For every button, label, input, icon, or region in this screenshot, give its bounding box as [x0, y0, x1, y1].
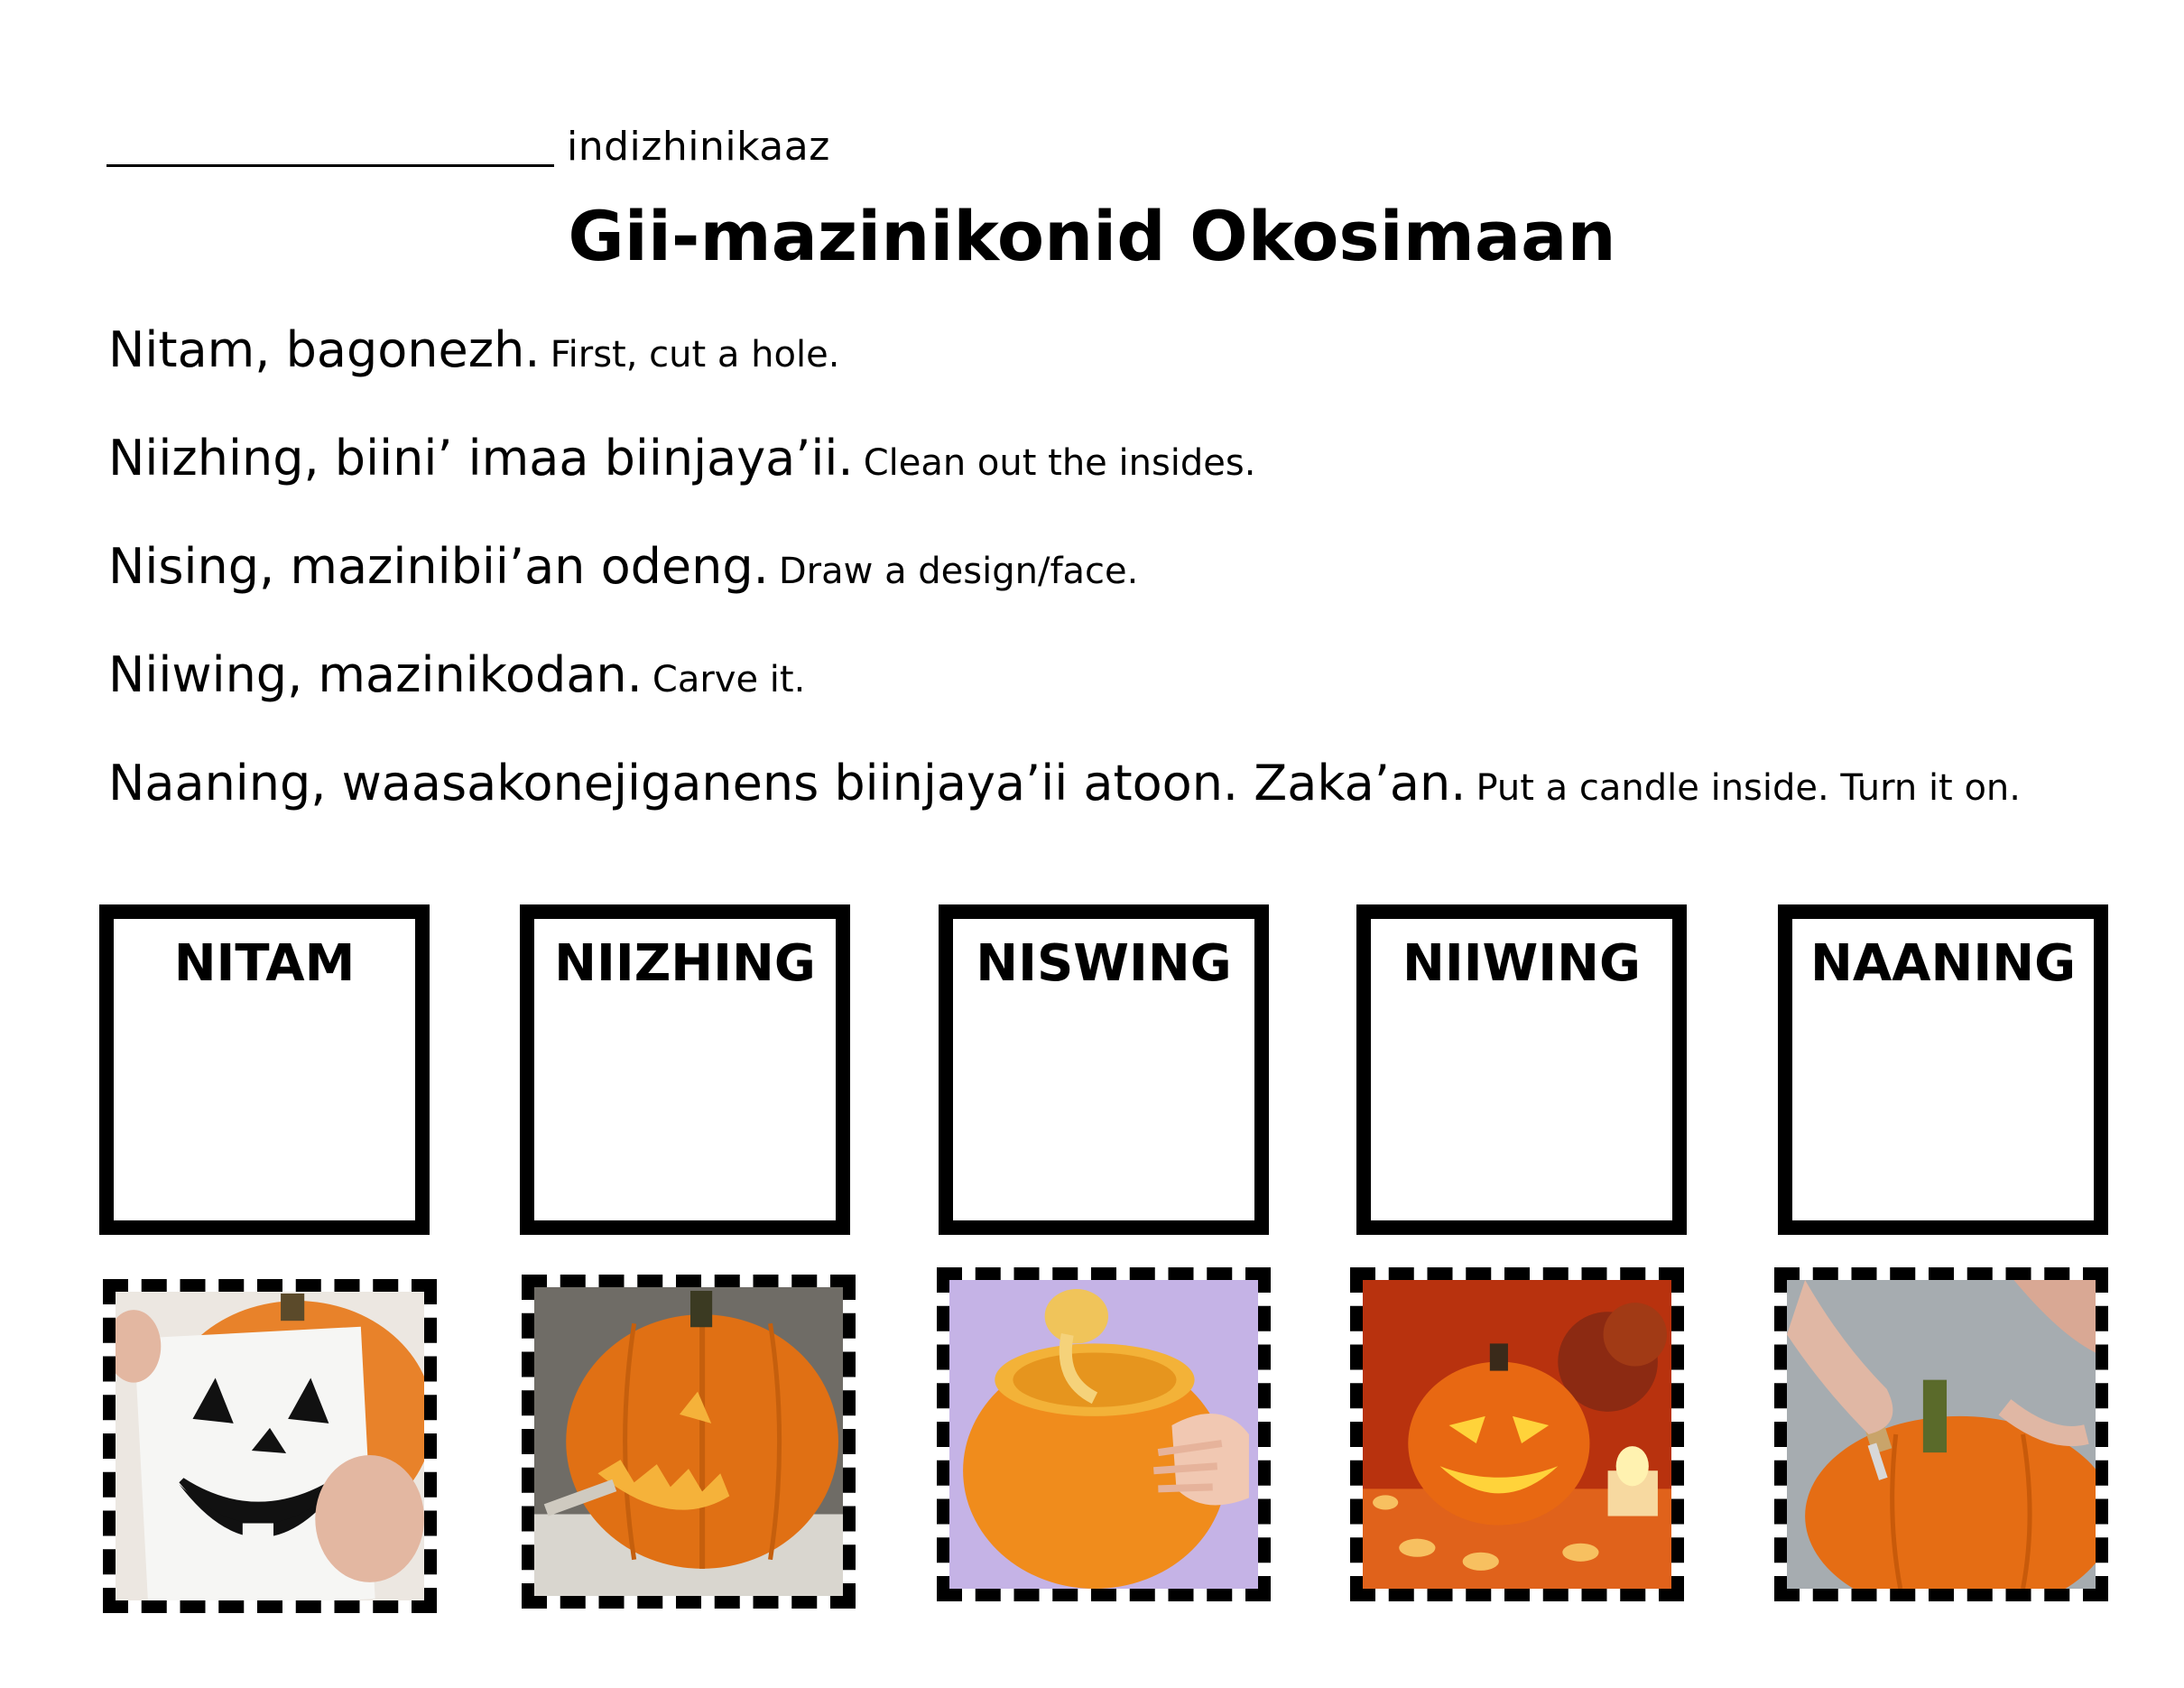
step-2-ojibwe: Niizhing, biini’ imaa biinjaya’ii. — [108, 430, 854, 487]
picture-card-3[interactable] — [937, 1267, 1271, 1601]
answer-box-2-label: NIIZHING — [554, 934, 816, 993]
step-1-ojibwe: Nitam, bagonezh. — [108, 321, 541, 378]
step-2-english: Clean out the insides. — [863, 442, 1256, 484]
step-4-ojibwe: Niiwing, mazinikodan. — [108, 646, 643, 703]
answer-box-1[interactable] — [99, 904, 430, 1235]
lit-jack-o-lantern-icon — [1363, 1280, 1671, 1589]
step-3-english: Draw a design/face. — [778, 551, 1139, 592]
step-2 — [108, 426, 2021, 534]
step-4 — [108, 643, 2021, 751]
step-5-ojibwe: Naaning, waasakonejiganens biinjaya’ii atoon. Zaka’an. — [108, 755, 1467, 812]
name-label: indizhinikaaz — [567, 124, 830, 170]
picture-card-5[interactable] — [1774, 1267, 2108, 1601]
step-4-english: Carve it. — [652, 659, 806, 700]
picture-card-2[interactable] — [522, 1275, 856, 1609]
answer-box-4-label: NIIWING — [1402, 934, 1641, 993]
carved-pumpkin-icon — [534, 1287, 843, 1596]
answer-box-3[interactable] — [939, 904, 1269, 1235]
answer-box-4[interactable] — [1356, 904, 1687, 1235]
answer-box-2[interactable] — [520, 904, 850, 1235]
step-3 — [108, 534, 2021, 643]
name-blank[interactable] — [106, 123, 554, 167]
steps-list — [108, 318, 2021, 859]
step-5 — [108, 751, 2021, 859]
step-5-english: Put a candle inside. Turn it on. — [1476, 767, 2021, 809]
name-line — [106, 123, 830, 170]
step-1-english: First, cut a hole. — [550, 334, 840, 376]
answer-box-5[interactable] — [1778, 904, 2108, 1235]
answer-box-3-label: NISWING — [976, 934, 1232, 993]
step-1 — [108, 318, 2021, 426]
answer-box-1-label: NITAM — [173, 934, 356, 993]
answer-box-5-label: NAANING — [1809, 934, 2077, 993]
step-3-ojibwe: Nising, mazinibii’an odeng. — [108, 538, 769, 595]
picture-card-1[interactable] — [103, 1279, 437, 1613]
page-title: Gii-mazinikonid Okosimaan — [568, 196, 1616, 276]
picture-card-4[interactable] — [1350, 1267, 1684, 1601]
pumpkin-stencil-drawing-icon — [116, 1292, 424, 1600]
pumpkin-cutting-icon — [1787, 1280, 2096, 1589]
pumpkin-cleaning-icon — [949, 1280, 1258, 1589]
